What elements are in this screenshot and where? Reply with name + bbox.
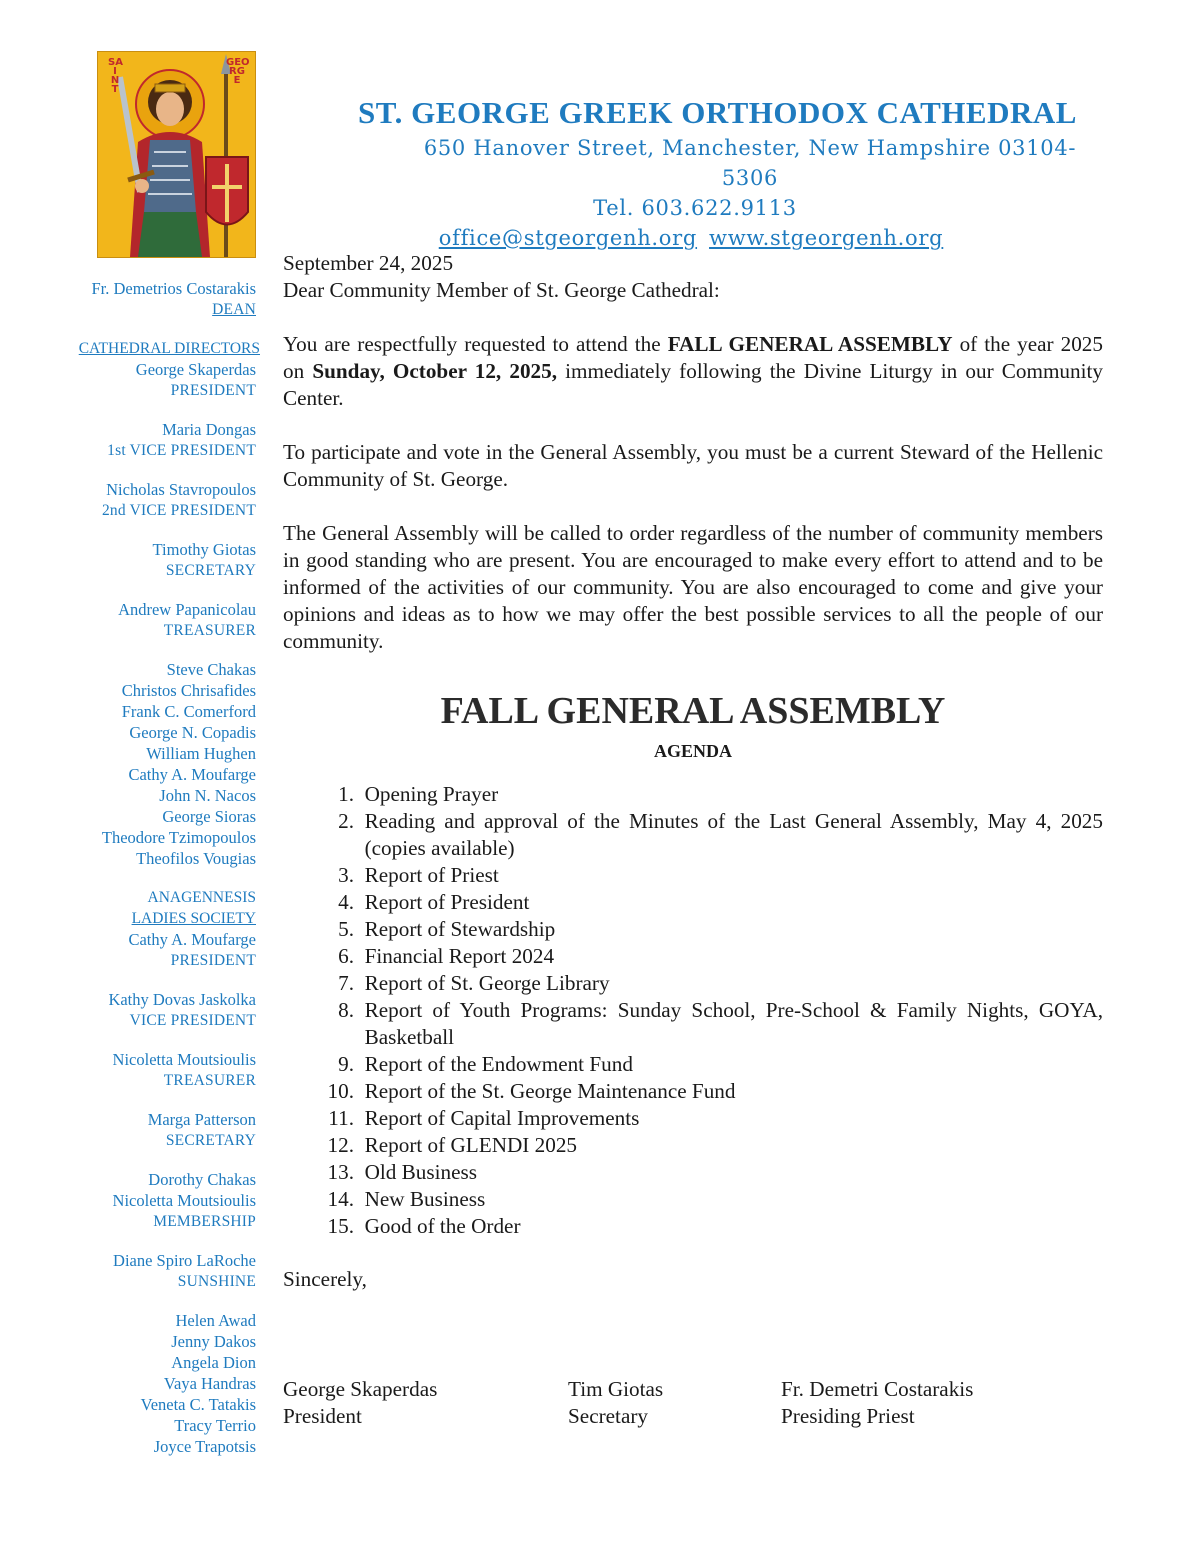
agenda-text: Report of the St. George Maintenance Fund (364, 1079, 736, 1103)
letter-date: September 24, 2025 (283, 251, 454, 275)
signer-title: President (283, 1404, 362, 1428)
letterhead (300, 93, 1080, 253)
agenda-item (283, 1105, 1103, 1132)
member-name: Joyce Trapotsis (153, 1437, 256, 1456)
member-name: Vaya Handras (163, 1374, 256, 1393)
closing: Sincerely, (283, 1267, 367, 1291)
agenda-item (283, 1051, 1103, 1078)
steward-paragraph: To participate and vote in the General Assembly, you must be a current Steward of the Hellenic Community of St. George. (283, 440, 1103, 491)
signer-title: Secretary (568, 1404, 648, 1428)
church-name: ST. GEORGE GREEK ORTHODOX CATHEDRAL (358, 95, 1077, 130)
ladies-officer-name: Marga Patterson (147, 1110, 256, 1129)
ladies-society-block (20, 887, 256, 971)
invitation-paragraph (283, 331, 1103, 412)
ladies-officer-block (20, 1049, 256, 1091)
member-name: Veneta C. Tatakis (140, 1395, 256, 1414)
agenda-number: 1. (338, 782, 354, 806)
directors-list (20, 659, 256, 869)
agenda-item (283, 970, 1103, 997)
member-name: Angela Dion (171, 1353, 256, 1372)
agenda-number: 15. (327, 1214, 354, 1238)
contact-links (302, 223, 1080, 253)
agenda-item (283, 889, 1103, 916)
director-name: John N. Nacos (159, 786, 256, 805)
ladies-officer-name: Cathy A. Moufarge (128, 930, 256, 949)
agenda-text: Report of Priest (364, 863, 499, 887)
agenda-item (283, 1213, 1103, 1240)
encouragement-paragraph: The General Assembly will be called to order regardless of the number of community members in good standing who are present. You are encouraged to make every effort to attend and to be informed of the activities of our community. You are also encouraged to come and give your opinions and ideas as to how we may offer the best possible services to all the people of our community. (283, 521, 1103, 653)
officer-title: TREASURER (163, 622, 256, 639)
agenda-text: New Business (364, 1187, 486, 1211)
dean-name: Fr. Demetrios Costarakis (91, 279, 256, 298)
director-name: Cathy A. Moufarge (128, 765, 256, 784)
signer-name: George Skaperdas (283, 1377, 438, 1401)
officer-block (20, 539, 256, 581)
agenda-number: 9. (338, 1052, 354, 1076)
membership-name: Nicoletta Moutsioulis (112, 1191, 256, 1210)
invitation-text: of the year 2025 on (283, 332, 1103, 383)
officer-name: Andrew Papanicolau (118, 600, 256, 619)
ladies-heading-sub: LADIES SOCIETY (131, 910, 256, 927)
officer-name: George Skaperdas (135, 360, 256, 379)
agenda-item (283, 1078, 1103, 1105)
ladies-officer-block (20, 989, 256, 1031)
officer-title: PRESIDENT (170, 382, 256, 399)
signer-title: Presiding Priest (781, 1404, 915, 1428)
invitation-text: immediately following the Divine Liturgy in our Community Center. (283, 359, 1103, 410)
agenda-number: 14. (327, 1187, 354, 1211)
phone-number: Tel. 603.622.9113 (593, 196, 797, 220)
agenda-number: 11. (328, 1106, 354, 1130)
agenda-label: AGENDA (653, 741, 732, 761)
agenda-text: Reading and approval of the Minutes of the Last General Assembly, May 4, 2025 (copies available) (364, 809, 1103, 860)
membership-title: MEMBERSHIP (153, 1213, 256, 1230)
agenda-item (283, 1186, 1103, 1213)
officer-block (20, 479, 256, 521)
director-name: George N. Copadis (129, 723, 256, 742)
officer-block (20, 599, 256, 641)
saint-george-icon (97, 51, 256, 258)
ladies-officer-title: SECRETARY (165, 1132, 256, 1149)
ladies-officer-block (20, 1109, 256, 1151)
director-name: Christos Chrisafides (121, 681, 256, 700)
agenda-number: 4. (338, 890, 354, 914)
agenda-text: Report of Youth Programs: Sunday School, Pre-School & Family Nights, GOYA, Basketball (364, 998, 1103, 1049)
signature (283, 1376, 437, 1430)
officer-title: 2nd VICE PRESIDENT (101, 502, 256, 519)
officer-name: Nicholas Stavropoulos (106, 480, 256, 499)
agenda-item (283, 943, 1103, 970)
officer-block (20, 419, 256, 461)
agenda-text: Report of GLENDI 2025 (364, 1133, 578, 1157)
sunshine-name: Diane Spiro LaRoche (113, 1251, 256, 1270)
officer-title: SECRETARY (165, 562, 256, 579)
agenda-number: 12. (327, 1133, 354, 1157)
agenda-text: Report of the Endowment Fund (364, 1052, 633, 1076)
member-name: Helen Awad (175, 1311, 256, 1330)
signer-name: Fr. Demetri Costarakis (781, 1377, 974, 1401)
agenda-number: 3. (338, 863, 354, 887)
ladies-officer-name: Nicoletta Moutsioulis (112, 1050, 256, 1069)
agenda-number: 7. (338, 971, 354, 995)
icon-lettering-left: SA I N T (108, 57, 123, 95)
agenda-number: 10. (327, 1079, 354, 1103)
street-address: 650 Hanover Street, Manchester, New Hampshire 03104-5306 (423, 136, 1077, 190)
agenda-text: Old Business (364, 1160, 478, 1184)
website-link[interactable]: www.stgeorgenh.org (709, 226, 944, 250)
agenda-text: Report of Stewardship (364, 917, 556, 941)
assembly-date-bold: Sunday, October 12, 2025, (312, 359, 558, 383)
sunshine-title: SUNSHINE (177, 1273, 256, 1290)
icon-lettering-right: GEO RG E (226, 57, 250, 86)
ladies-officer-title: TREASURER (163, 1072, 256, 1089)
agenda-text: Financial Report 2024 (364, 944, 555, 968)
agenda-item (283, 1159, 1103, 1186)
letter-body (283, 250, 1103, 1293)
signer-name: Tim Giotas (568, 1377, 664, 1401)
agenda-item (283, 997, 1103, 1051)
ladies-officer-title: VICE PRESIDENT (129, 1012, 256, 1029)
ladies-officer-title: PRESIDENT (170, 952, 256, 969)
email-link[interactable]: office@stgeorgenh.org (438, 226, 698, 250)
agenda-text: Report of President (364, 890, 530, 914)
agenda-number: 6. (338, 944, 354, 968)
director-name: George Sioras (162, 807, 256, 826)
assembly-name-bold: FALL GENERAL ASSEMBLY (667, 332, 953, 356)
director-name: Frank C. Comerford (121, 702, 256, 721)
agenda-number: 2. (338, 809, 354, 833)
salutation: Dear Community Member of St. George Cathedral: (283, 278, 720, 302)
agenda-text: Report of St. George Library (364, 971, 610, 995)
agenda-item (283, 916, 1103, 943)
director-name: William Hughen (146, 744, 256, 763)
agenda-text: Opening Prayer (364, 782, 499, 806)
director-name: Theofilos Vougias (136, 849, 256, 868)
agenda-item (283, 808, 1103, 862)
member-name: Jenny Dakos (171, 1332, 256, 1351)
member-name: Tracy Terrio (174, 1416, 256, 1435)
director-name: Theodore Tzimopoulos (101, 828, 256, 847)
membership-block (20, 1169, 256, 1232)
sidebar-directory (20, 278, 260, 1475)
members-list (20, 1310, 256, 1457)
signature (781, 1376, 973, 1430)
invitation-text: You are respectfully requested to attend the (283, 332, 668, 356)
agenda-number: 13. (327, 1160, 354, 1184)
directors-heading: CATHEDRAL DIRECTORS (78, 340, 260, 357)
dean-block (20, 278, 256, 320)
agenda-item (283, 862, 1103, 889)
ladies-heading: ANAGENNESIS (147, 889, 256, 906)
agenda-item (283, 781, 1103, 808)
agenda-list (283, 781, 1103, 1240)
assembly-title: FALL GENERAL ASSEMBLY (440, 690, 946, 732)
ladies-officer-name: Kathy Dovas Jaskolka (108, 990, 256, 1009)
dean-title: DEAN (212, 301, 256, 318)
officer-name: Timothy Giotas (152, 540, 256, 559)
agenda-item (283, 1132, 1103, 1159)
membership-name: Dorothy Chakas (148, 1170, 256, 1189)
officer-name: Maria Dongas (162, 420, 256, 439)
officer-block (20, 338, 260, 401)
agenda-text: Report of Capital Improvements (364, 1106, 640, 1130)
agenda-text: Good of the Order (364, 1214, 521, 1238)
officer-title: 1st VICE PRESIDENT (107, 442, 256, 459)
agenda-number: 8. (338, 998, 354, 1022)
sunshine-block (20, 1250, 256, 1292)
agenda-number: 5. (338, 917, 354, 941)
director-name: Steve Chakas (166, 660, 256, 679)
signature (568, 1376, 663, 1430)
